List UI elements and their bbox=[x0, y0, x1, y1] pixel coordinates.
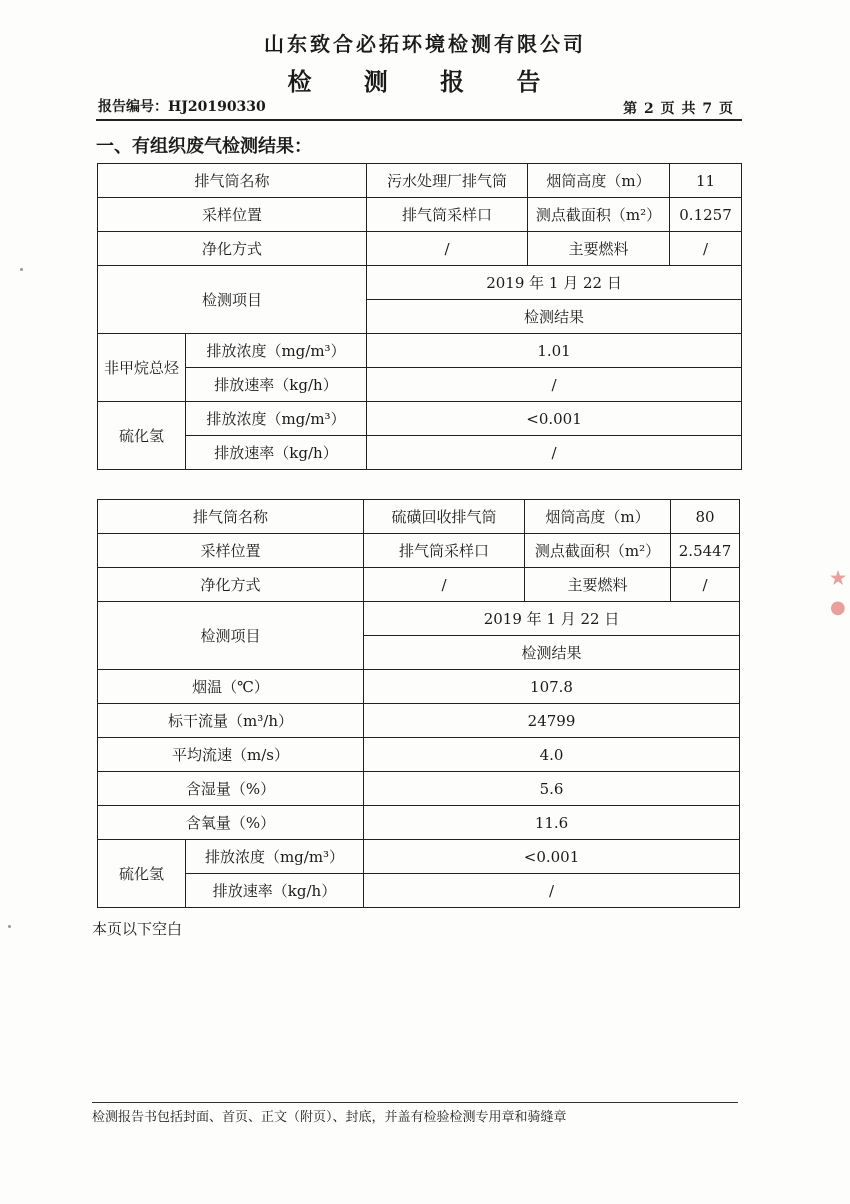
table-row bbox=[98, 402, 742, 436]
table-row bbox=[98, 198, 742, 232]
label-emission-rate: 排放速率（kg/h） bbox=[186, 874, 364, 908]
label-purification: 净化方式 bbox=[98, 568, 364, 602]
label-sample-location: 采样位置 bbox=[98, 534, 364, 568]
table-row bbox=[98, 266, 742, 300]
value-sample-location: 排气筒采样口 bbox=[367, 198, 528, 232]
value-flue-temp: 107.8 bbox=[364, 670, 740, 704]
label-sample-location: 采样位置 bbox=[98, 198, 367, 232]
label-test-result: 检测结果 bbox=[364, 636, 740, 670]
label-concentration: 排放浓度（mg/m³） bbox=[186, 334, 367, 368]
value-concentration: 1.01 bbox=[367, 334, 742, 368]
value-purification: / bbox=[364, 568, 525, 602]
value-emission-rate: / bbox=[367, 436, 742, 470]
table-row bbox=[98, 500, 740, 534]
table-row bbox=[98, 704, 740, 738]
value-stack-height: 80 bbox=[671, 500, 740, 534]
value-fuel: / bbox=[670, 232, 742, 266]
company-name: 山东致合必拓环境检测有限公司 bbox=[264, 32, 586, 56]
footer-divider bbox=[92, 1102, 738, 1103]
label-stack-name: 排气筒名称 bbox=[98, 164, 367, 198]
table-row bbox=[98, 232, 742, 266]
value-velocity: 4.0 bbox=[364, 738, 740, 772]
value-section-area: 2.5447 bbox=[671, 534, 740, 568]
table-row bbox=[98, 602, 740, 636]
test-date: 2019 年 1 月 22 日 bbox=[367, 266, 742, 300]
pollutant-name: 硫化氢 bbox=[98, 840, 186, 908]
exhaust-table-1 bbox=[97, 163, 742, 470]
label-concentration: 排放浓度（mg/m³） bbox=[186, 402, 367, 436]
report-number: 报告编号：HJ20190330 bbox=[98, 99, 266, 115]
value-purification: / bbox=[367, 232, 528, 266]
table-row bbox=[98, 568, 740, 602]
table-row bbox=[98, 806, 740, 840]
blank-note: 本页以下空白 bbox=[92, 920, 183, 938]
label-moisture: 含湿量（%） bbox=[98, 772, 364, 806]
pollutant-name: 非甲烷总烃 bbox=[98, 334, 186, 402]
table-row bbox=[98, 436, 742, 470]
value-concentration: <0.001 bbox=[367, 402, 742, 436]
value-stack-height: 11 bbox=[670, 164, 742, 198]
value-stack-name: 污水处理厂排气筒 bbox=[367, 164, 528, 198]
label-section-area: 测点截面积（m²） bbox=[525, 534, 671, 568]
label-test-item: 检测项目 bbox=[98, 602, 364, 670]
table-row bbox=[98, 534, 740, 568]
report-title: 检 测 报 告 bbox=[287, 67, 563, 96]
value-oxygen: 11.6 bbox=[364, 806, 740, 840]
value-emission-rate: / bbox=[367, 368, 742, 402]
value-sample-location: 排气筒采样口 bbox=[364, 534, 525, 568]
label-stack-name: 排气筒名称 bbox=[98, 500, 364, 534]
value-stack-name: 硫磺回收排气筒 bbox=[364, 500, 525, 534]
label-fuel: 主要燃料 bbox=[528, 232, 670, 266]
table-row bbox=[98, 670, 740, 704]
label-velocity: 平均流速（m/s） bbox=[98, 738, 364, 772]
table-row bbox=[98, 772, 740, 806]
exhaust-table-2 bbox=[97, 499, 740, 908]
table-row bbox=[98, 164, 742, 198]
table-row bbox=[98, 334, 742, 368]
label-section-area: 测点截面积（m²） bbox=[528, 198, 670, 232]
label-flue-temp: 烟温（℃） bbox=[98, 670, 364, 704]
footer-note: 检测报告书包括封面、首页、正文（附页）、封底，并盖有检验检测专用章和骑缝章 bbox=[92, 1110, 567, 1125]
scan-dot bbox=[20, 268, 23, 271]
scan-dot bbox=[8, 925, 11, 928]
seal-stamp: ★ ● bbox=[830, 568, 847, 618]
header-divider bbox=[96, 119, 742, 121]
value-moisture: 5.6 bbox=[364, 772, 740, 806]
label-emission-rate: 排放速率（kg/h） bbox=[186, 368, 367, 402]
test-date: 2019 年 1 月 22 日 bbox=[364, 602, 740, 636]
label-oxygen: 含氧量（%） bbox=[98, 806, 364, 840]
table-row bbox=[98, 874, 740, 908]
label-stack-height: 烟筒高度（m） bbox=[525, 500, 671, 534]
label-dry-flow: 标干流量（m³/h） bbox=[98, 704, 364, 738]
table-row bbox=[98, 738, 740, 772]
pollutant-name: 硫化氢 bbox=[98, 402, 186, 470]
label-emission-rate: 排放速率（kg/h） bbox=[186, 436, 367, 470]
label-test-result: 检测结果 bbox=[367, 300, 742, 334]
label-stack-height: 烟筒高度（m） bbox=[528, 164, 670, 198]
label-concentration: 排放浓度（mg/m³） bbox=[186, 840, 364, 874]
value-dry-flow: 24799 bbox=[364, 704, 740, 738]
label-fuel: 主要燃料 bbox=[525, 568, 671, 602]
value-section-area: 0.1257 bbox=[670, 198, 742, 232]
value-emission-rate: / bbox=[364, 874, 740, 908]
label-test-item: 检测项目 bbox=[98, 266, 367, 334]
table-row bbox=[98, 368, 742, 402]
label-purification: 净化方式 bbox=[98, 232, 367, 266]
page-info: 第 2 页 共 7 页 bbox=[623, 101, 734, 117]
table-row bbox=[98, 840, 740, 874]
value-concentration: <0.001 bbox=[364, 840, 740, 874]
section-title: 一、有组织废气检测结果： bbox=[96, 136, 312, 157]
value-fuel: / bbox=[671, 568, 740, 602]
